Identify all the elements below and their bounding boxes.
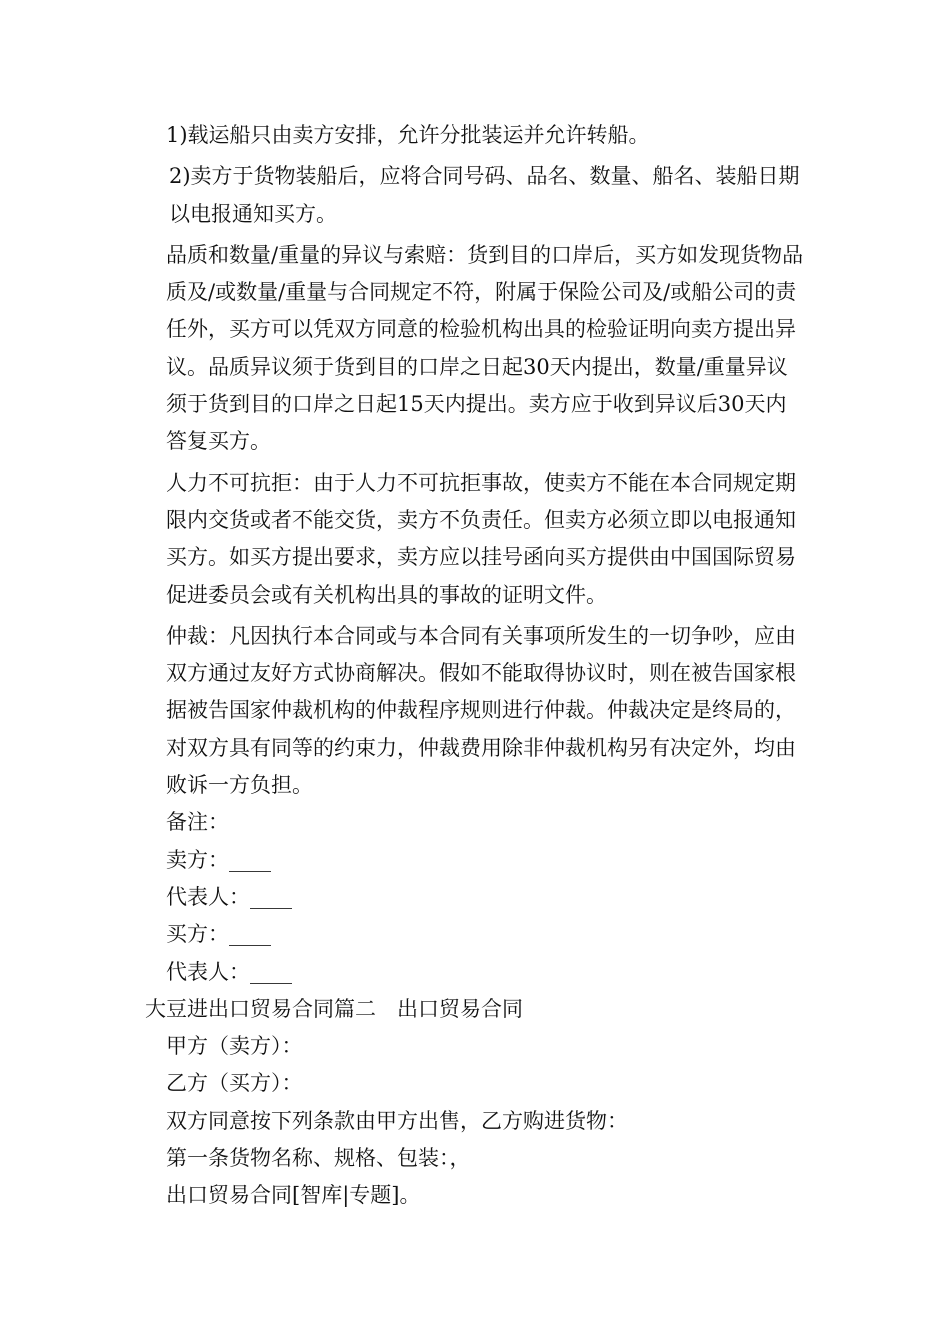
document-body	[145, 117, 807, 1215]
paragraph-remarks: 备注：	[166, 810, 229, 835]
buyer-representative-line: 代表人：____	[166, 959, 292, 984]
paragraph-force-majeure: 人力不可抗拒：由于人力不可抗拒事故，使卖方不能在本合同规定期限内交货或者不能交货，卖方不负责任。但卖方必须立即以电报通知买方。如买方提出要求，卖方应以挂号函向买方提供由中国国际贸易促进委员会或有关机构出具的事故的证明文件。	[166, 470, 796, 607]
paragraph-claims: 品质和数量/重量的异议与索赔：货到目的口岸后，买方如发现货物品质及/或数量/重量与合同规定不符，附属于保险公司及/或船公司的责任外，买方可以凭双方同意的检验机构出具的检验证明向卖方提出异议。品质异议须于货到目的口岸之日起30天内提出，数量/重量异议须于货到目的口岸之日起15天内提出。卖方应于收到异议后30天内答复买方。	[166, 242, 804, 454]
paragraph-shipping-notice: 2)卖方于货物装船后，应将合同号码、品名、数量、船名、装船日期以电报通知买方。	[169, 164, 800, 226]
section-heading: 大豆进出口贸易合同篇二 出口贸易合同	[145, 996, 523, 1021]
seller-signature-line: 卖方：____	[166, 847, 271, 872]
party-a-line: 甲方（卖方）：	[166, 1034, 303, 1059]
seller-representative-line: 代表人：____	[166, 884, 292, 909]
article-one: 第一条货物名称、规格、包装：，	[166, 1146, 471, 1171]
paragraph-shipping-vessel: 1)载运船只由卖方安排，允许分批装运并允许转船。	[166, 123, 650, 147]
agreement-intro: 双方同意按下列条款由甲方出售，乙方购进货物：	[166, 1108, 628, 1133]
party-b-line: 乙方（买方）：	[166, 1071, 303, 1096]
buyer-signature-line: 买方：____	[166, 922, 271, 947]
paragraph-arbitration: 仲裁：凡因执行本合同或与本合同有关事项所发生的一切争吵，应由双方通过友好方式协商解决。假如不能取得协议时，则在被告国家根据被告国家仲裁机构的仲裁程序规则进行仲裁。仲裁决定是终局的，对双方具有同等的约束力，仲裁费用除非仲裁机构另有决定外，均由败诉一方负担。	[166, 623, 796, 798]
closing-line: 出口贸易合同[智库|专题]。	[166, 1183, 421, 1208]
